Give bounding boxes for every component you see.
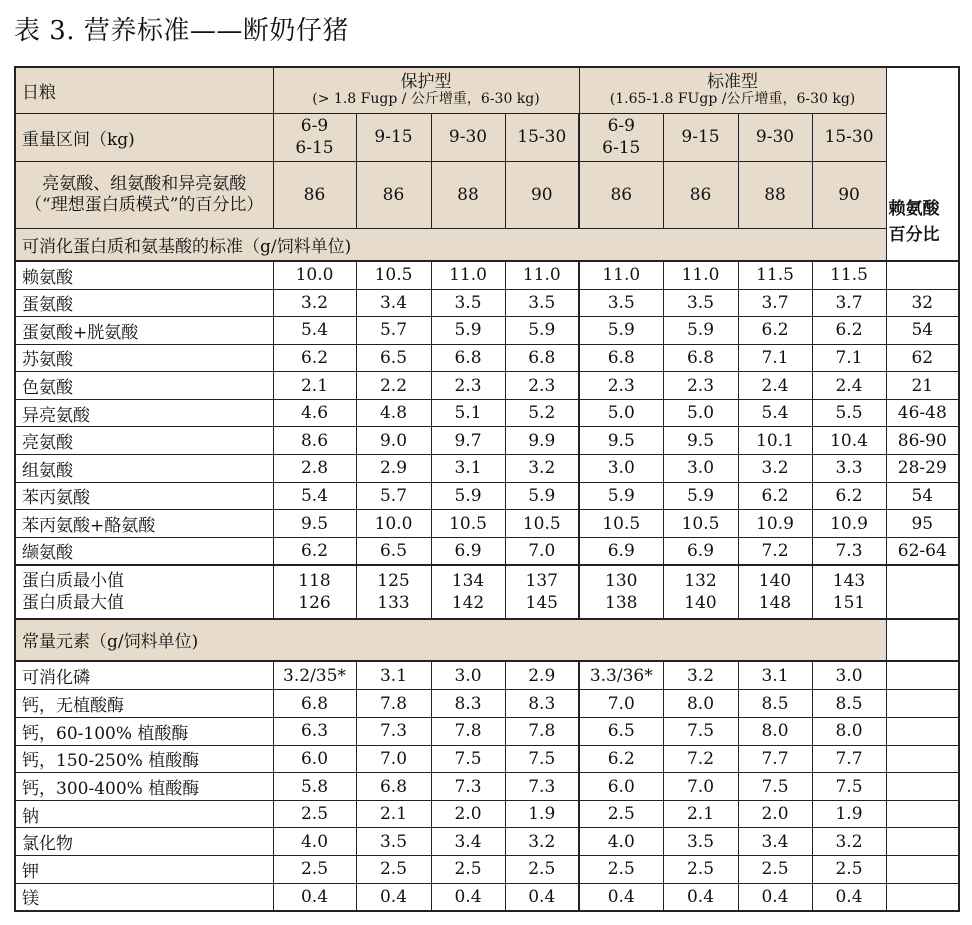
- value-cell: 7.0: [356, 745, 431, 773]
- table-row: [15, 856, 959, 884]
- value-cell: 3.1: [431, 455, 505, 483]
- weight-range-value: 9-30: [755, 127, 795, 147]
- table-row: [15, 482, 959, 510]
- lysine-percent-cell: [886, 773, 959, 801]
- weight-range-cell: [356, 113, 431, 161]
- value-cell: 10.5: [505, 510, 579, 538]
- value-cell: 6.2: [738, 482, 812, 510]
- value-cell: 7.5: [505, 745, 579, 773]
- lysine-percent-cell: [886, 718, 959, 746]
- value-cell: 3.0: [579, 455, 663, 483]
- value-cell: 3.5: [431, 289, 505, 317]
- value-cell: 3.5: [663, 289, 738, 317]
- value-cell: 8.0: [738, 718, 812, 746]
- value-cell: 3.2: [505, 455, 579, 483]
- group-standard-subtitle: (1.65-1.8 FUgp /公斤增重，6-30 kg): [609, 91, 856, 108]
- value-cell: 7.3: [356, 718, 431, 746]
- protein-max-value: 140: [684, 592, 717, 613]
- value-cell: 2.9: [356, 455, 431, 483]
- value-cell: 6.9: [663, 537, 738, 565]
- lysine-percent-cell: [886, 883, 959, 911]
- table-row: [15, 261, 959, 289]
- value-cell: 8.0: [663, 690, 738, 718]
- value-cell: 3.4: [431, 828, 505, 856]
- value-cell: 7.0: [663, 773, 738, 801]
- value-cell: 6.8: [273, 690, 356, 718]
- value-cell: 2.5: [738, 856, 812, 884]
- row-label: 氯化物: [15, 828, 273, 856]
- value-cell: 3.2: [505, 828, 579, 856]
- lysine-percent-cell: [886, 745, 959, 773]
- value-cell: 11.0: [579, 261, 663, 289]
- value-cell: 5.9: [431, 317, 505, 345]
- weight-range-cell: [812, 113, 886, 161]
- protein-min-value: 130: [605, 570, 638, 591]
- value-cell: 5.9: [431, 482, 505, 510]
- table-row: [15, 344, 959, 372]
- value-cell: 8.5: [812, 690, 886, 718]
- value-cell: 0.4: [738, 883, 812, 911]
- value-cell: 7.8: [431, 718, 505, 746]
- value-cell: 2.5: [812, 856, 886, 884]
- value-cell: 8.3: [505, 690, 579, 718]
- value-cell: 7.5: [738, 773, 812, 801]
- table-row: [15, 661, 959, 690]
- value-cell: 2.5: [505, 856, 579, 884]
- protein-min-value: 143: [832, 570, 866, 591]
- lysine-percent-cell: 54: [886, 482, 959, 510]
- value-cell: 2.5: [663, 856, 738, 884]
- ideal-protein-label: [15, 161, 273, 228]
- row-label: 缬氨酸: [15, 537, 273, 565]
- value-cell: 10.5: [431, 510, 505, 538]
- value-cell: 10.1: [738, 427, 812, 455]
- value-cell: 10.0: [356, 510, 431, 538]
- value-cell: 9.5: [579, 427, 663, 455]
- protein-max-value: 148: [758, 592, 792, 613]
- protein-min-value: 137: [525, 570, 558, 591]
- protein-min-value: 132: [684, 570, 717, 591]
- value-cell: 5.4: [273, 482, 356, 510]
- weight-range-value: 15-30: [517, 127, 567, 147]
- value-cell: 3.5: [356, 828, 431, 856]
- row-label: 亮氨酸: [15, 427, 273, 455]
- value-cell: 0.4: [579, 883, 663, 911]
- value-cell: 6.8: [579, 344, 663, 372]
- lysine-percent-cell: 21: [886, 372, 959, 400]
- value-cell: 6.5: [356, 537, 431, 565]
- ideal-protein-label-line1: 亮氨酸、组氨酸和异亮氨酸: [42, 173, 247, 194]
- weight-range-cell: [273, 113, 356, 161]
- value-cell: 7.8: [505, 718, 579, 746]
- value-cell: 10.9: [738, 510, 812, 538]
- row-label: 镁: [15, 883, 273, 911]
- lysine-percent-cell: [886, 261, 959, 289]
- value-cell: 8.0: [812, 718, 886, 746]
- value-cell: 5.9: [663, 482, 738, 510]
- lysine-percent-cell: 46-48: [886, 399, 959, 427]
- protein-value-cell: [579, 565, 663, 619]
- value-cell: 6.0: [579, 773, 663, 801]
- row-label: 钙，无植酸酶: [15, 690, 273, 718]
- protein-value-cell: [273, 565, 356, 619]
- value-cell: 7.3: [431, 773, 505, 801]
- value-cell: 0.4: [431, 883, 505, 911]
- table-row: [15, 289, 959, 317]
- lysine-percent-cell: [886, 565, 959, 619]
- value-cell: 5.4: [273, 317, 356, 345]
- value-cell: 5.8: [273, 773, 356, 801]
- value-cell: 3.3: [812, 455, 886, 483]
- value-cell: 2.1: [273, 372, 356, 400]
- lysine-percent-cell: 62: [886, 344, 959, 372]
- protein-max-value: 142: [451, 592, 485, 613]
- protein-value-cell: [505, 565, 579, 619]
- value-cell: 0.4: [505, 883, 579, 911]
- value-cell: 3.0: [663, 455, 738, 483]
- protein-min-value: 125: [377, 570, 410, 591]
- value-cell: 6.2: [273, 344, 356, 372]
- row-label: 钾: [15, 856, 273, 884]
- value-cell: 2.3: [663, 372, 738, 400]
- row-label: 钠: [15, 800, 273, 828]
- group-protective-title: 保护型: [400, 72, 452, 93]
- value-cell: 3.4: [738, 828, 812, 856]
- ideal-protein-value: 90: [505, 161, 579, 228]
- value-cell: 5.0: [579, 399, 663, 427]
- value-cell: 3.5: [663, 828, 738, 856]
- ideal-protein-value: 88: [738, 161, 812, 228]
- value-cell: 11.0: [431, 261, 505, 289]
- table-row: [15, 455, 959, 483]
- weight-range-value: 9-30: [448, 127, 488, 147]
- ideal-protein-value: 86: [579, 161, 663, 228]
- value-cell: 3.7: [812, 289, 886, 317]
- value-cell: 5.9: [663, 317, 738, 345]
- value-cell: 2.5: [579, 856, 663, 884]
- value-cell: 2.5: [273, 800, 356, 828]
- value-cell: 7.3: [505, 773, 579, 801]
- value-cell: 7.3: [812, 537, 886, 565]
- value-cell: 11.0: [505, 261, 579, 289]
- protein-value-cell: [431, 565, 505, 619]
- lysine-percent-header: [886, 67, 959, 261]
- lysine-percent-cell: [886, 800, 959, 828]
- table-row: [15, 800, 959, 828]
- group-standard-header: [579, 67, 886, 113]
- value-cell: 2.0: [738, 800, 812, 828]
- row-label: 异亮氨酸: [15, 399, 273, 427]
- value-cell: 10.5: [663, 510, 738, 538]
- table-row: [15, 537, 959, 565]
- weight-range-value: 6-9: [607, 116, 635, 136]
- value-cell: 3.1: [356, 661, 431, 690]
- value-cell: 4.6: [273, 399, 356, 427]
- value-cell: 11.5: [812, 261, 886, 289]
- value-cell: 6.9: [431, 537, 505, 565]
- value-cell: 7.7: [812, 745, 886, 773]
- lysine-percent-cell: 95: [886, 510, 959, 538]
- weight-range-value: 15-30: [824, 127, 874, 147]
- table-row: [15, 828, 959, 856]
- ideal-protein-value: 86: [663, 161, 738, 228]
- value-cell: 10.9: [812, 510, 886, 538]
- protein-min-value: 118: [298, 570, 331, 591]
- lysine-percent-cell: [886, 661, 959, 690]
- table-row: [15, 690, 959, 718]
- value-cell: 5.9: [505, 482, 579, 510]
- row-label: 蛋氨酸: [15, 289, 273, 317]
- value-cell: 2.1: [356, 800, 431, 828]
- lysine-percent-cell: 62-64: [886, 537, 959, 565]
- value-cell: 1.9: [505, 800, 579, 828]
- lysine-percent-cell: [886, 690, 959, 718]
- protein-max-value: 145: [525, 592, 558, 613]
- table-row: [15, 718, 959, 746]
- value-cell: 2.3: [579, 372, 663, 400]
- group-protective-header: [273, 67, 579, 113]
- lysine-percent-cell: [886, 619, 959, 661]
- value-cell: 7.1: [738, 344, 812, 372]
- value-cell: 3.3/36*: [579, 661, 663, 690]
- value-cell: 3.2/35*: [273, 661, 356, 690]
- table-row: [15, 773, 959, 801]
- value-cell: 9.5: [273, 510, 356, 538]
- value-cell: 3.5: [579, 289, 663, 317]
- value-cell: 2.4: [738, 372, 812, 400]
- value-cell: 3.2: [273, 289, 356, 317]
- group-protective-subtitle: (> 1.8 Fugp / 公斤增重，6-30 kg): [312, 91, 540, 108]
- table-row: [15, 883, 959, 911]
- weight-range-value: 9-15: [374, 127, 413, 147]
- value-cell: 0.4: [356, 883, 431, 911]
- weight-range-value: 6-15: [295, 138, 334, 158]
- value-cell: 10.0: [273, 261, 356, 289]
- value-cell: 7.2: [738, 537, 812, 565]
- value-cell: 2.4: [812, 372, 886, 400]
- value-cell: 0.4: [812, 883, 886, 911]
- ideal-protein-value: 86: [356, 161, 431, 228]
- protein-max-value: 138: [605, 592, 638, 613]
- lysine-percent-cell: [886, 828, 959, 856]
- table-row: [15, 427, 959, 455]
- value-cell: 6.2: [812, 482, 886, 510]
- table-row: [15, 372, 959, 400]
- value-cell: 6.2: [812, 317, 886, 345]
- table-row: [15, 399, 959, 427]
- weight-range-cell: [505, 113, 579, 161]
- value-cell: 7.5: [663, 718, 738, 746]
- value-cell: 5.0: [663, 399, 738, 427]
- row-label: 钙，60-100% 植酸酶: [15, 718, 273, 746]
- value-cell: 5.1: [431, 399, 505, 427]
- weight-range-cell: [579, 113, 663, 161]
- value-cell: 2.9: [505, 661, 579, 690]
- protein-min-value: 140: [758, 570, 792, 591]
- value-cell: 9.5: [663, 427, 738, 455]
- protein-value-cell: [663, 565, 738, 619]
- lysine-percent-header-line1: 赖氨酸: [888, 199, 940, 219]
- value-cell: 7.5: [812, 773, 886, 801]
- lysine-percent-cell: 86-90: [886, 427, 959, 455]
- value-cell: 7.0: [579, 690, 663, 718]
- row-label: 色氨酸: [15, 372, 273, 400]
- value-cell: 6.2: [738, 317, 812, 345]
- row-label: 苏氨酸: [15, 344, 273, 372]
- value-cell: 2.8: [273, 455, 356, 483]
- value-cell: 5.9: [505, 317, 579, 345]
- value-cell: 2.3: [431, 372, 505, 400]
- table-row: [15, 745, 959, 773]
- table-row: [15, 510, 959, 538]
- value-cell: 11.5: [738, 261, 812, 289]
- value-cell: 0.4: [663, 883, 738, 911]
- value-cell: 7.2: [663, 745, 738, 773]
- value-cell: 2.0: [431, 800, 505, 828]
- protein-label: [15, 565, 273, 619]
- amino-section-title: 可消化蛋白质和氨基酸的标准（g/饲料单位): [15, 228, 886, 261]
- value-cell: 1.9: [812, 800, 886, 828]
- lysine-percent-cell: 54: [886, 317, 959, 345]
- value-cell: 4.0: [273, 828, 356, 856]
- value-cell: 3.2: [738, 455, 812, 483]
- weight-range-value: 9-15: [681, 127, 720, 147]
- value-cell: 3.0: [812, 661, 886, 690]
- value-cell: 6.2: [579, 745, 663, 773]
- value-cell: 11.0: [663, 261, 738, 289]
- row-label: 钙，300-400% 植酸酶: [15, 773, 273, 801]
- value-cell: 3.7: [738, 289, 812, 317]
- value-cell: 5.9: [579, 482, 663, 510]
- row-label: 苯丙氨酸+酪氨酸: [15, 510, 273, 538]
- value-cell: 10.5: [579, 510, 663, 538]
- value-cell: 6.5: [579, 718, 663, 746]
- weight-range-cell: [663, 113, 738, 161]
- ideal-protein-value: 90: [812, 161, 886, 228]
- value-cell: 6.8: [356, 773, 431, 801]
- row-label: 钙，150-250% 植酸酶: [15, 745, 273, 773]
- table-row: [15, 317, 959, 345]
- value-cell: 2.2: [356, 372, 431, 400]
- lysine-percent-cell: [886, 856, 959, 884]
- value-cell: 2.5: [431, 856, 505, 884]
- value-cell: 2.1: [663, 800, 738, 828]
- value-cell: 7.8: [356, 690, 431, 718]
- protein-max-value: 126: [298, 592, 331, 613]
- value-cell: 3.5: [505, 289, 579, 317]
- value-cell: 8.6: [273, 427, 356, 455]
- row-label: 可消化磷: [15, 661, 273, 690]
- protein-value-cell: [738, 565, 812, 619]
- protein-max-value: 151: [832, 592, 866, 613]
- page-title: 表 3. 营养标准——断奶仔猪: [14, 16, 349, 46]
- protein-max-value: 133: [377, 592, 410, 613]
- value-cell: 3.2: [812, 828, 886, 856]
- lysine-percent-header-line2: 百分比: [888, 225, 940, 245]
- value-cell: 7.5: [431, 745, 505, 773]
- value-cell: 3.2: [663, 661, 738, 690]
- value-cell: 9.9: [505, 427, 579, 455]
- value-cell: 2.5: [579, 800, 663, 828]
- value-cell: 5.9: [579, 317, 663, 345]
- value-cell: 7.0: [505, 537, 579, 565]
- value-cell: 5.4: [738, 399, 812, 427]
- row-label: 苯丙氨酸: [15, 482, 273, 510]
- section-row: [15, 619, 959, 661]
- lysine-percent-cell: 32: [886, 289, 959, 317]
- nutrition-table: [14, 66, 960, 912]
- value-cell: 6.0: [273, 745, 356, 773]
- protein-value-cell: [356, 565, 431, 619]
- value-cell: 6.8: [505, 344, 579, 372]
- row-label: 组氨酸: [15, 455, 273, 483]
- lysine-percent-cell: 28-29: [886, 455, 959, 483]
- weight-range-cell: [431, 113, 505, 161]
- value-cell: 6.8: [663, 344, 738, 372]
- value-cell: 3.4: [356, 289, 431, 317]
- value-cell: 5.5: [812, 399, 886, 427]
- value-cell: 6.5: [356, 344, 431, 372]
- value-cell: 2.5: [356, 856, 431, 884]
- mineral-section-title: 常量元素（g/饲料单位): [15, 619, 886, 661]
- ideal-protein-value: 88: [431, 161, 505, 228]
- weight-range-value: 6-15: [602, 138, 641, 158]
- protein-value-cell: [812, 565, 886, 619]
- value-cell: 6.3: [273, 718, 356, 746]
- weight-range-cell: [738, 113, 812, 161]
- value-cell: 4.0: [579, 828, 663, 856]
- protein-max-label: 蛋白质最大值: [22, 592, 124, 613]
- value-cell: 7.1: [812, 344, 886, 372]
- value-cell: 6.2: [273, 537, 356, 565]
- protein-min-label: 蛋白质最小值: [22, 570, 124, 591]
- value-cell: 9.7: [431, 427, 505, 455]
- value-cell: 8.3: [431, 690, 505, 718]
- value-cell: 2.3: [505, 372, 579, 400]
- value-cell: 3.1: [738, 661, 812, 690]
- value-cell: 4.8: [356, 399, 431, 427]
- value-cell: 3.0: [431, 661, 505, 690]
- value-cell: 8.5: [738, 690, 812, 718]
- ideal-protein-label-line2: （“理想蛋白质模式”的百分比）: [25, 194, 264, 215]
- value-cell: 5.2: [505, 399, 579, 427]
- row-label: 蛋氨酸+胱氨酸: [15, 317, 273, 345]
- value-cell: 10.5: [356, 261, 431, 289]
- value-cell: 6.8: [431, 344, 505, 372]
- group-standard-title: 标准型: [707, 72, 759, 93]
- weight-range-value: 6-9: [300, 116, 329, 136]
- value-cell: 9.0: [356, 427, 431, 455]
- protein-min-value: 134: [451, 570, 485, 591]
- row-label: 赖氨酸: [15, 261, 273, 289]
- value-cell: 10.4: [812, 427, 886, 455]
- diet-label: 日粮: [15, 67, 273, 113]
- value-cell: 5.7: [356, 482, 431, 510]
- weight-range-label: 重量区间（kg): [15, 113, 273, 161]
- protein-row: [15, 565, 959, 619]
- ideal-protein-value: 86: [273, 161, 356, 228]
- value-cell: 0.4: [273, 883, 356, 911]
- value-cell: 7.7: [738, 745, 812, 773]
- value-cell: 6.9: [579, 537, 663, 565]
- value-cell: 5.7: [356, 317, 431, 345]
- value-cell: 2.5: [273, 856, 356, 884]
